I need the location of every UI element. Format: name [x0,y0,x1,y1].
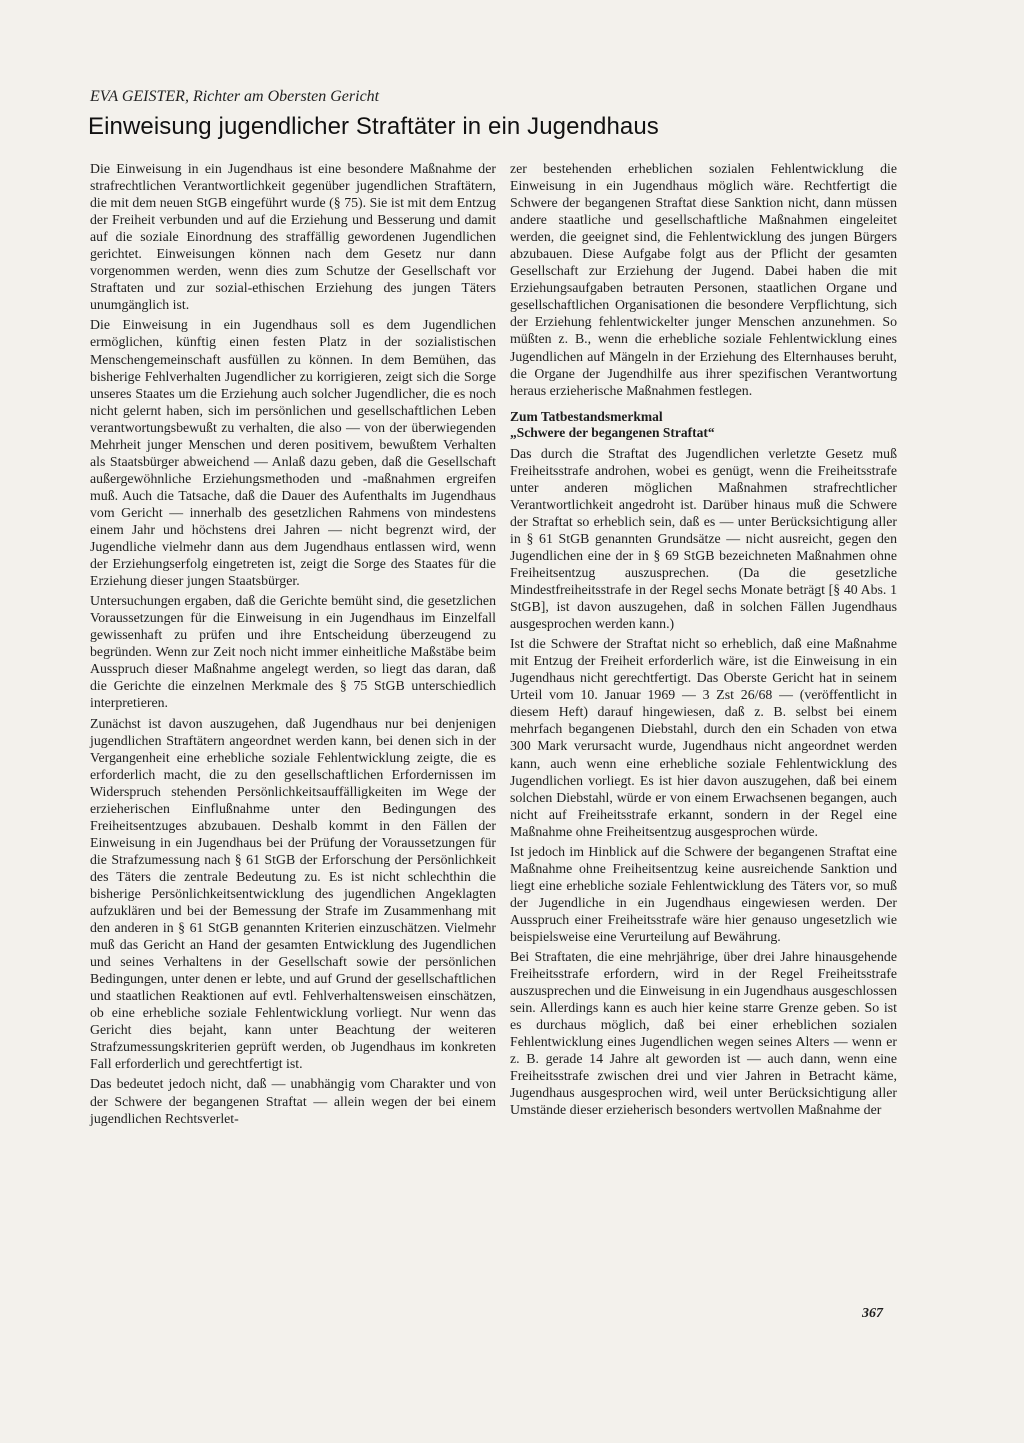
paragraph: Zunächst ist davon auszugehen, daß Jugendhaus nur bei denjenigen jugendlichen Straftätern angeordnet werden kann, bei denen sich in der Vergangenheit eine erhebliche soziale Fehlentwicklung zeigte, die es erforderlich macht, die zu den gesellschaftlichen Erfordernissen im Widerspruch stehenden Persönlichkeitsauffälligkeiten im Wege der erzieherischen Einflußnahme unter den Bedingungen des Freiheitsentzuges abzubauen. Deshalb kommt in den Fällen der Einweisung in ein Jugendhaus bei der Prüfung der Voraussetzungen für die Strafzumessung nach § 61 StGB der Erforschung der Persönlichkeit des Täters die zentrale Bedeutung zu. Es ist nicht schlechthin die bisherige Persönlichkeitsentwicklung des jugendlichen Angeklagten aufzuklären und bei der Bemessung der Strafe im Zusammenhang mit den anderen in § 61 StGB genannten Kriterien einzuschätzen. Vielmehr muß das Gericht an Hand der gesamten Entwicklung des Jugendlichen und seines Verhaltens in der Gesellschaft sowie der persönlichen Bedingungen, unter denen er lebte, und auf Grund der gesellschaftlichen und staatlichen Reaktionen auf evtl. Fehlverhaltensweisen einschätzen, ob eine erhebliche soziale Fehlentwicklung vorliegt. Nur wenn das Gericht dies bejaht, kann unter Beachtung der weiteren Strafzumessungskriterien geprüft werden, ob Jugendhaus im konkreten Fall erforderlich und gerechtfertigt ist. [90,715,496,1072]
paragraph: Das bedeutet jedoch nicht, daß — unabhängig vom Charakter und von der Schwere der begangenen Straftat — allein wegen der bei einem jugendlichen Rechtsverlet- [90,1076,496,1126]
section-heading-line2: „Schwere der begangenen Straftat“ [510,425,715,441]
paragraph: zer bestehenden erheblichen sozialen Fehlentwicklung die Einweisung in ein Jugendhaus möglich wäre. Rechtfertigt die Schwere der begangenen Straftat diese Sanktion nicht, dann müssen andere staatliche und gesellschaftliche Maßnahmen eingeleitet werden, die geeignet sind, die Fehlentwicklung des jungen Bürgers abzubauen. Diese Aufgabe folgt aus der Pflicht der gesamten Gesellschaft zur Erziehung der Jugend. Dabei haben die mit Erziehungsaufgaben betrauten Personen, staatlichen Organe und gesellschaftlichen Organisationen die besondere Verpflichtung, sich der Erziehung fehlentwickelter junger Menschen anzunehmen. So müßten z. B., wenn die erhebliche soziale Fehlentwicklung eines Jugendlichen auf Mängeln in der Erziehung des Elternhauses beruht, die Organe der Jugendhilfe aus ihrer spezifischen Verantwortung heraus erzieherische Maßnahmen festlegen. [510,161,897,398]
right-column [510,160,897,1121]
paragraph: Ist die Schwere der Straftat nicht so erheblich, daß eine Maßnahme mit Entzug der Freiheit erforderlich wäre, ist die Einweisung in ein Jugendhaus nicht gerechtfertigt. Das Oberste Gericht hat in seinem Urteil vom 10. Januar 1969 — 3 Zst 26/68 — (veröffentlicht in diesem Heft) darauf hingewiesen, daß z. B. selbst bei einem mehrfach begangenen Diebstahl, durch den ein Schaden von etwa 300 Mark verursacht wurde, Jugendhaus nicht angeordnet werden kann, auch wenn eine erhebliche soziale Fehlentwicklung des Jugendlichen vorliegt. Es ist hier davon auszugehen, daß bei einem solchen Diebstahl, würde er von einem Erwachsenen begangen, auch nicht auf Freiheitsstrafe erkannt, sondern in der Regel eine Maßnahme ohne Freiheitsentzug ausgesprochen würde. [510,636,897,839]
section-heading [510,409,897,442]
paragraph: Die Einweisung in ein Jugendhaus ist eine besondere Maßnahme der strafrechtlichen Verantwortlichkeit gegenüber jugendlichen Straftätern, die mit dem neuen StGB eingeführt wurde (§ 75). Sie ist mit dem Entzug der Freiheit verbunden und auf die Erziehung und Besserung und damit auf die soziale Einordnung des straffällig gewordenen Jugendlichen gerichtet. Einweisungen können nach dem Gesetz nur dann vorgenommen werden, wenn dies zum Schutze der Gesellschaft vor Straftaten und zur sozial-ethischen Erziehung des jungen Täters unumgänglich ist. [90,161,496,313]
paragraph: Bei Straftaten, die eine mehrjährige, über drei Jahre hinausgehende Freiheitsstrafe erfordern, wird in der Regel Freiheitsstrafe auszusprechen und die Einweisung in ein Jugendhaus ausgeschlossen sein. Allerdings kann es auch hier keine starre Grenze geben. So ist es durchaus möglich, daß bei einer erheblichen sozialen Fehlentwicklung eines Jugendlichen wegen seines Alters — wenn er z. B. gerade 14 Jahre alt geworden ist — auch dann, wenn eine Freiheitsstrafe zwischen drei und vier Jahren in Betracht käme, Jugendhaus ausgesprochen wird, weil unter Berücksichtigung aller Umstände dieser erzieherisch besonders wertvollen Maßnahme der [510,949,897,1118]
page-number: 367 [862,1306,883,1321]
left-column [90,160,496,1130]
paragraph: Das durch die Straftat des Jugendlichen verletzte Gesetz muß Freiheitsstrafe androhen, wobei es genügt, wenn die Freiheitsstrafe unter anderen möglichen Maßnahmen strafrechtlicher Verantwortlichkeit angedroht ist. Darüber hinaus muß die Schwere der Straftat so erheblich sein, daß es — unter Berücksichtigung aller in § 61 StGB genannten Grundsätze — nicht ausreicht, gegen den Jugendlichen eine der in § 69 StGB bezeichneten Maßnahmen ohne Freiheitsentzug auszusprechen. (Da die gesetzliche Mindestfreiheitsstrafe in der Regel sechs Monate beträgt [§ 40 Abs. 1 StGB], ist davon auszugehen, daß in solchen Fällen Jugendhaus ausgesprochen werden kann.) [510,445,897,632]
paragraph: Ist jedoch im Hinblick auf die Schwere der begangenen Straftat eine Maßnahme ohne Freiheitsentzug keine ausreichende Sanktion und liegt eine erhebliche soziale Fehlentwicklung des Täters vor, so muß der Jugendliche in ein Jugendhaus eingewiesen werden. Der Ausspruch einer Freiheitsstrafe wäre hier genauso ungesetzlich wie beispielsweise eine Verurteilung auf Bewährung. [510,843,897,944]
section-heading-line1: Zum Tatbestandsmerkmal [510,408,663,424]
author-line: EVA GEISTER, Richter am Obersten Gericht [90,88,380,105]
paragraph: Die Einweisung in ein Jugendhaus soll es dem Jugendlichen ermöglichen, künftig einen festen Platz in der sozialistischen Menschengemeinschaft ausfüllen zu können. In dem Bemühen, das bisherige Fehlverhalten Jugendlicher zu korrigieren, zeigt sich die Sorge unseres Staates um die Erziehung auch solcher Jugendlicher, die es noch nicht gelernt haben, sich im persönlichen und gesellschaftlichen Leben verantwortungsbewußt zu verhalten, die also — von der überwiegenden Mehrheit junger Menschen und deren positivem, bewußtem Verhalten als Staatsbürger abweichend — Anlaß dazu geben, daß die Gesellschaft außergewöhnliche Erziehungsmethoden und -maßnahmen ergreifen muß. Auch die Tatsache, daß die Dauer des Aufenthalts im Jugendhaus vom Gericht — innerhalb des gesetzlichen Rahmens von mindestens einem Jahr und höchstens drei Jahren — nicht begrenzt wird, der Jugendliche vielmehr dann aus dem Jugendhaus entlassen wird, wenn der Erziehungserfolg eingetreten ist, zeigt die Sorge des Staates für die Erziehung dieser jungen Staatsbürger. [90,317,496,589]
paragraph: Untersuchungen ergaben, daß die Gerichte bemüht sind, die gesetzlichen Voraussetzungen für die Einweisung in ein Jugendhaus im Einzelfall gewissenhaft zu prüfen und ihre Entscheidung überzeugend zu begründen. Wenn zur Zeit noch nicht immer einheitliche Maßstäbe beim Ausspruch dieser Maßnahme angelegt werden, so liegt das daran, daß die Gerichte die einzelnen Merkmale des § 75 StGB unterschiedlich interpretieren. [90,593,496,711]
article-title: Einweisung jugendlicher Straftäter in ein Jugendhaus [88,113,659,140]
